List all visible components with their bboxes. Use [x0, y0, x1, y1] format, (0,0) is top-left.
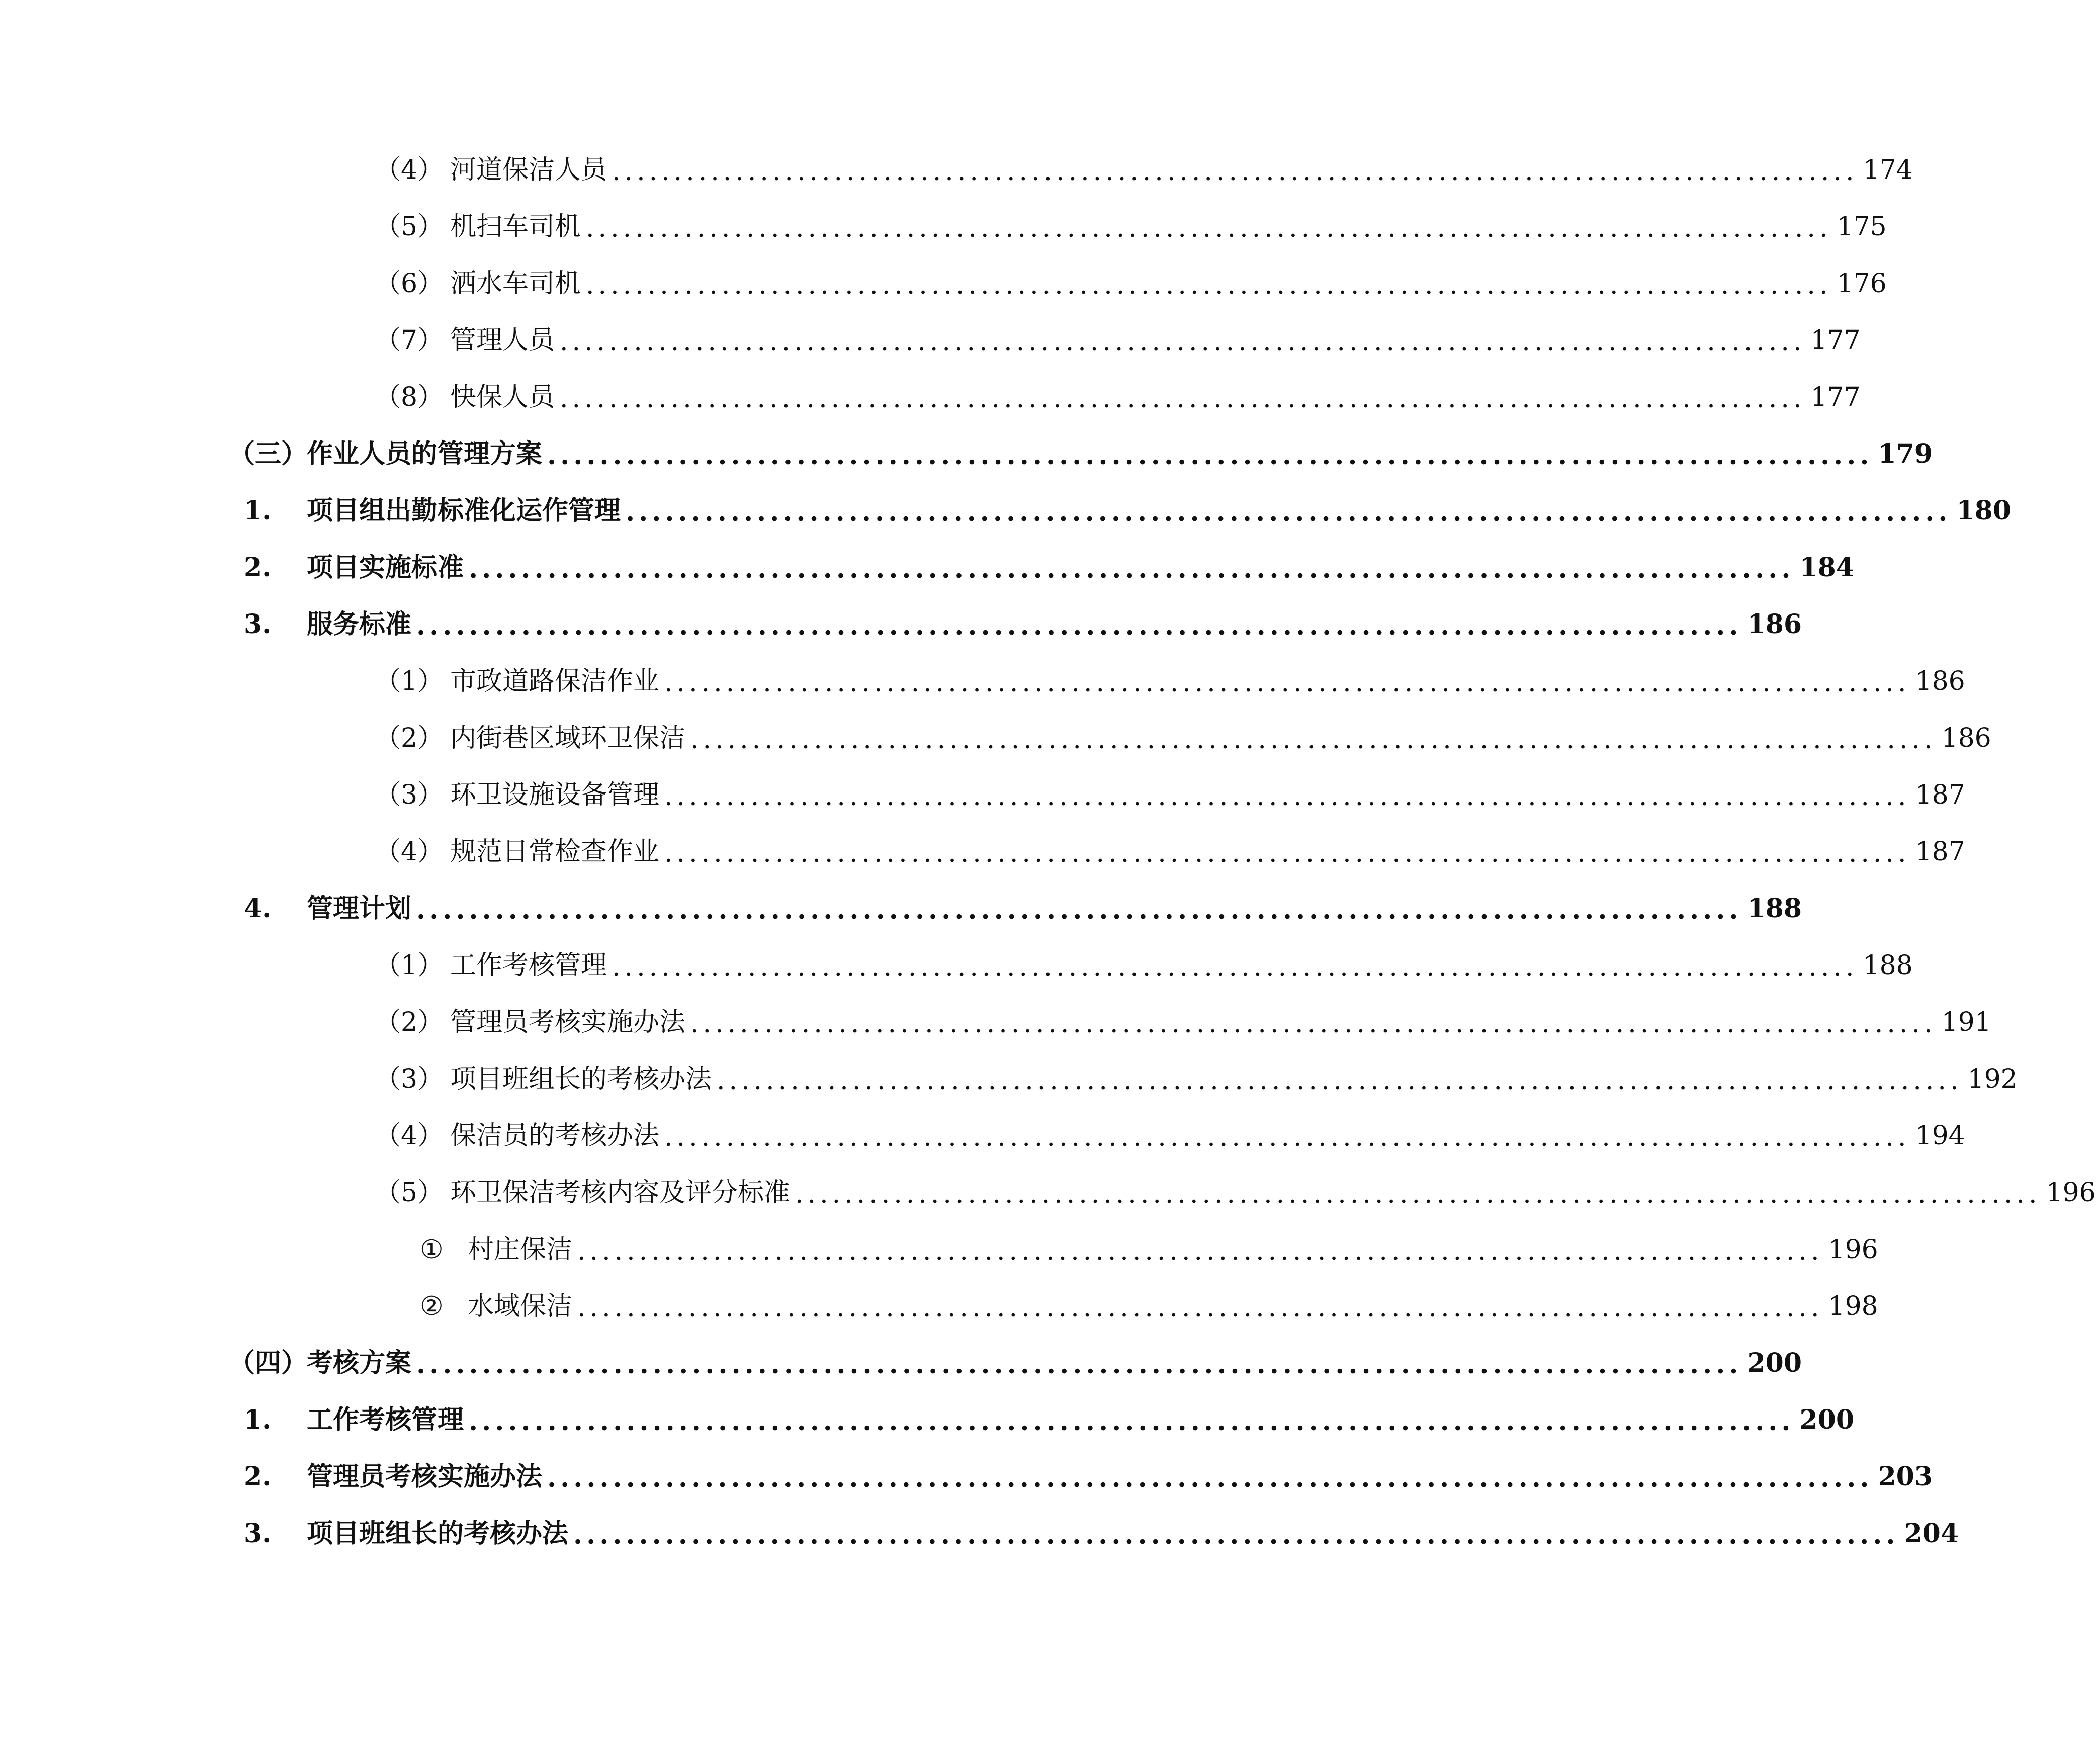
entry-number: （三） [229, 438, 308, 469]
toc-entry [375, 1116, 1965, 1156]
dot-leader: ..................................................................................................... [416, 1349, 1742, 1380]
dot-leader: ..................................................................................................... [547, 440, 1873, 471]
dot-leader: ..................................................................................................... [626, 497, 1952, 527]
entry-page-number: 203 [1878, 1461, 1933, 1492]
entry-number: （2） [375, 723, 444, 753]
entry-title: 内街巷区域环卫保洁 [450, 723, 686, 753]
dot-leader: ..................................................................................................... [664, 1122, 1910, 1153]
entry-number: （5） [375, 212, 444, 242]
entry-title: 考核方案 [307, 1348, 412, 1378]
dot-leader: ..................................................................................................... [664, 781, 1910, 812]
entry-page-number: 187 [1915, 837, 1965, 867]
toc-entry [244, 491, 2012, 531]
toc-entry [375, 661, 1965, 701]
dot-leader: ..................................................................................................... [612, 156, 1858, 187]
entry-title: 服务标准 [307, 609, 412, 640]
entry-page-number: 191 [1941, 1007, 1991, 1037]
entry-number: （4） [375, 1121, 444, 1151]
dot-leader: ..................................................................................................... [560, 384, 1806, 414]
entry-page-number: 204 [1904, 1518, 1959, 1549]
entry-title: 快保人员 [450, 382, 555, 412]
entry-number: （1） [375, 950, 444, 981]
toc-entry [375, 263, 1887, 304]
entry-page-number: 186 [1941, 723, 1991, 753]
entry-page-number: 176 [1837, 269, 1887, 299]
entry-title: 规范日常检查作业 [450, 837, 660, 867]
dot-leader: ..................................................................................................... [612, 952, 1858, 982]
entry-number: （2） [375, 1007, 444, 1037]
entry-page-number: 180 [1956, 495, 2012, 526]
dot-leader: ..................................................................................................... [416, 610, 1742, 641]
entry-page-number: 192 [1967, 1064, 2018, 1094]
toc-entry [244, 548, 1855, 588]
entry-title: 管理员考核实施办法 [307, 1461, 543, 1492]
dot-leader: ..................................................................................................... [664, 838, 1910, 868]
dot-leader: ..................................................................................................... [664, 668, 1910, 698]
entry-number: （四） [229, 1348, 308, 1378]
entry-title: 河道保洁人员 [450, 155, 607, 185]
entry-page-number: 179 [1878, 438, 1933, 469]
toc-entry [375, 832, 1965, 872]
dot-leader: ..................................................................................................... [547, 1463, 1873, 1493]
entry-title: 项目组出勤标准化运作管理 [307, 495, 621, 526]
entry-title: 工作考核管理 [450, 950, 607, 981]
dot-leader: ..................................................................................................... [416, 895, 1742, 925]
toc-entry [375, 1002, 1991, 1042]
entry-title: 洒水车司机 [450, 269, 581, 299]
dot-leader: ..................................................................................................... [573, 1520, 1899, 1550]
entry-page-number: 188 [1747, 893, 1802, 924]
toc-entry [229, 434, 1933, 474]
entry-title: 环卫保洁考核内容及评分标准 [450, 1178, 791, 1208]
entry-number: 1. [244, 1404, 272, 1435]
entry-title: 管理计划 [307, 893, 412, 924]
entry-page-number: 198 [1828, 1291, 1878, 1321]
toc-entry [420, 1229, 1878, 1270]
toc-entry [375, 377, 1861, 417]
entry-title: 保洁员的考核办法 [450, 1121, 660, 1151]
entry-number: 2. [244, 1461, 272, 1492]
toc-entry [244, 1514, 1959, 1554]
toc-entry [229, 1343, 1802, 1383]
entry-title: 项目实施标准 [307, 552, 464, 583]
toc-entry [244, 1457, 1933, 1497]
entry-title: 管理人员 [450, 325, 555, 356]
entry-title: 管理员考核实施办法 [450, 1007, 686, 1037]
entry-title: 环卫设施设备管理 [450, 780, 660, 810]
entry-number: （3） [375, 780, 444, 810]
toc-entry [375, 150, 1913, 190]
entry-number: 3. [244, 609, 272, 640]
entry-title: 工作考核管理 [307, 1404, 464, 1435]
entry-page-number: 187 [1915, 780, 1965, 810]
entry-number: （4） [375, 155, 444, 185]
entry-number: 2. [244, 552, 272, 583]
entry-number: 4. [244, 893, 272, 924]
toc-entry [375, 1059, 2018, 1099]
entry-title: 市政道路保洁作业 [450, 666, 660, 696]
dot-leader: ..................................................................................................... [469, 1406, 1795, 1437]
toc-entry [375, 207, 1887, 247]
dot-leader: ..................................................................................................... [586, 270, 1832, 300]
entry-page-number: 186 [1747, 609, 1802, 640]
entry-page-number: 175 [1837, 212, 1887, 242]
toc-entry [375, 718, 1991, 758]
entry-title: 作业人员的管理方案 [307, 438, 543, 469]
entry-number: 3. [244, 1518, 272, 1549]
dot-leader: ..................................................................................................... [469, 554, 1795, 584]
entry-number: （1） [375, 666, 444, 696]
toc-entry [375, 1173, 2096, 1213]
entry-page-number: 174 [1863, 155, 1913, 185]
entry-number: （3） [375, 1064, 444, 1094]
entry-title: 村庄保洁 [468, 1234, 573, 1265]
dot-leader: ..................................................................................................... [795, 1179, 2041, 1209]
toc-entry [375, 320, 1861, 361]
entry-page-number: 200 [1799, 1404, 1855, 1435]
dot-leader: ..................................................................................................... [577, 1236, 1823, 1266]
entry-number: （6） [375, 269, 444, 299]
entry-page-number: 186 [1915, 666, 1965, 696]
entry-number: ② [420, 1291, 444, 1321]
entry-number: 1. [244, 495, 272, 526]
entry-number: （7） [375, 325, 444, 356]
entry-page-number: 196 [1828, 1234, 1878, 1265]
entry-page-number: 177 [1810, 382, 1861, 412]
entry-number: ① [420, 1234, 444, 1265]
toc-entry [244, 604, 1802, 645]
dot-leader: ..................................................................................................... [690, 725, 1937, 755]
entry-page-number: 177 [1810, 325, 1861, 356]
toc-entry [244, 1400, 1855, 1440]
dot-leader: ..................................................................................................... [690, 1009, 1937, 1039]
entry-title: 机扫车司机 [450, 212, 581, 242]
dot-leader: ..................................................................................................... [586, 213, 1832, 243]
entry-title: 项目班组长的考核办法 [307, 1518, 569, 1549]
entry-page-number: 184 [1799, 552, 1855, 583]
dot-leader: ..................................................................................................... [577, 1293, 1823, 1323]
toc-entry [375, 775, 1965, 815]
entry-page-number: 188 [1863, 950, 1913, 981]
entry-number: （8） [375, 382, 444, 412]
toc-entry [420, 1286, 1878, 1327]
entry-number: （4） [375, 837, 444, 867]
dot-leader: ..................................................................................................... [560, 327, 1806, 357]
toc-entry [244, 889, 1802, 929]
entry-title: 项目班组长的考核办法 [450, 1064, 712, 1094]
dot-leader: ..................................................................................................... [717, 1066, 1963, 1096]
entry-page-number: 196 [2046, 1178, 2096, 1208]
entry-page-number: 194 [1915, 1121, 1965, 1151]
entry-title: 水域保洁 [468, 1291, 573, 1321]
entry-number: （5） [375, 1178, 444, 1208]
entry-page-number: 200 [1747, 1348, 1802, 1378]
toc-entry [375, 945, 1913, 986]
